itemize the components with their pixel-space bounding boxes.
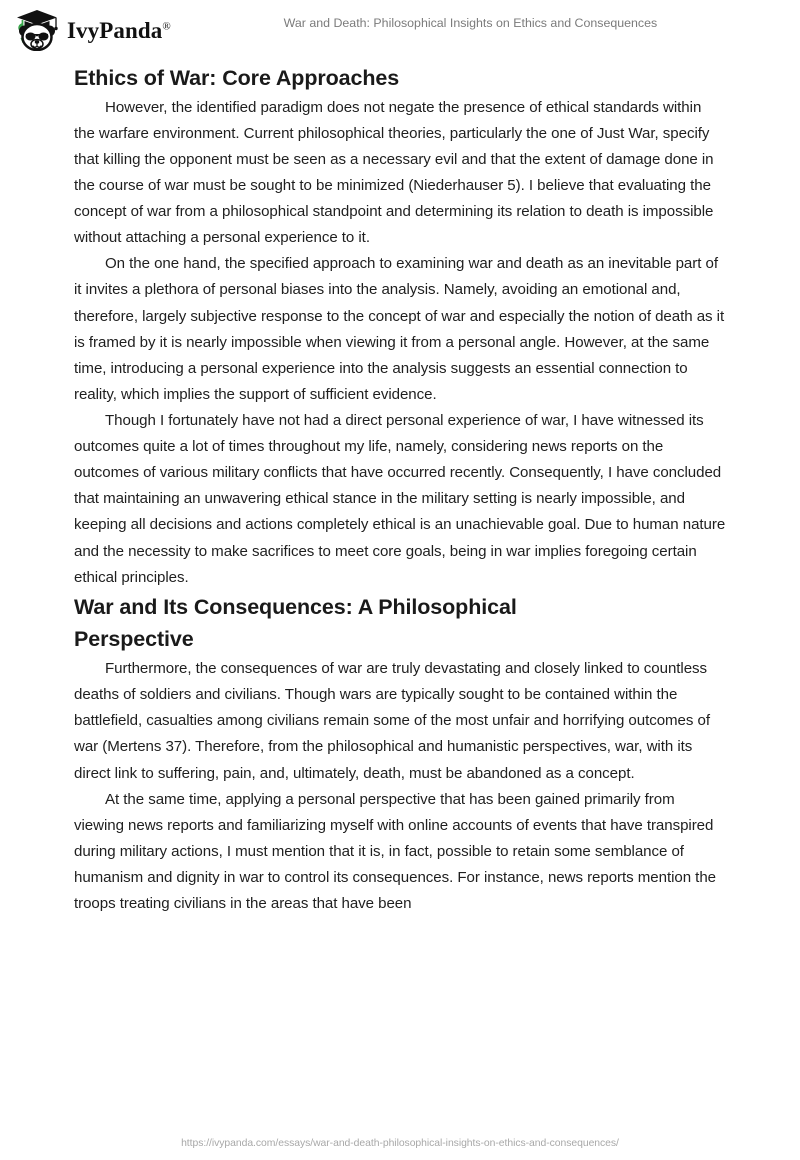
section-heading-ethics-of-war: Ethics of War: Core Approaches bbox=[74, 66, 400, 90]
paragraph: On the one hand, the specified approach to examining war and death as an inevitable part of it invites a plethora of personal biases into the analysis. Namely, avoiding an emotional and, therefore, largely subjective response to the concept of war and especially the notion of death as it is framed by it is nearly impossible when viewing it from a personal angle. However, at the same time, introducing a personal experience into the analysis suggests an essential connection to reality, which implies the support of sufficient evidence. bbox=[74, 255, 725, 403]
page-footer bbox=[0, 1133, 800, 1151]
paragraph: However, the identified paradigm does not negate the presence of ethical standards within the warfare environment. Current philosophical theories, particularly the one of Just War, specify that killing the opponent must be seen as a necessary evil and that the extent of damage done in the course of war must be sought to be minimized (Niederhauser 5). I believe that evaluating the concept of war from a philosophical standpoint and determining its relation to death is impossible without attaching a personal experience to it. bbox=[74, 98, 714, 247]
paragraph: Though I fortunately have not had a direct personal experience of war, I have witnessed its outcomes quite a lot of times throughout my life, namely, considering news reports on the outcomes of various military conflicts that have occurred recently. Consequently, I have concluded that maintaining an unwavering ethical stance in the military setting is nearly impossible, and keeping all decisions and actions completely ethical is an unachievable goal. Due to human nature and the necessity to make sacrifices to meet core goals, being in war implies foregoing certain ethical principles. bbox=[74, 411, 726, 586]
brand-logo[interactable] bbox=[14, 9, 171, 51]
page-header bbox=[0, 0, 800, 62]
source-url-link[interactable]: https://ivypanda.com/essays/war-and-death-philosophical-insights-on-ethics-and-consequences/ bbox=[181, 1138, 619, 1149]
registered-mark: ® bbox=[162, 19, 171, 32]
panda-graduate-logo-icon bbox=[14, 9, 60, 51]
paragraph: Furthermore, the consequences of war are truly devastating and closely linked to countless deaths of soldiers and civilians. Though wars are typically sought to be contained within the battlefield, casualties among civilians remain some of the most unfair and horrifying outcomes of war (Mertens 37). Therefore, from the philosophical and humanistic perspectives, war, with its direct link to suffering, pain, and, ultimately, death, must be abandoned as a concept. bbox=[74, 660, 710, 782]
document-title-header: War and Death: Philosophical Insights on Ethics and Consequences bbox=[283, 16, 658, 30]
paragraph: At the same time, applying a personal perspective that has been gained primarily from viewing news reports and familiarizing myself with online accounts of events that have transpired during military actions, I must mention that it is, in fact, possible to retain some semblance of humanism and dignity in war to control its consequences. For instance, news reports mention the troops treating civilians in the areas that have been bbox=[74, 790, 716, 913]
document-body bbox=[74, 62, 726, 917]
section-heading-war-consequences: War and Its Consequences: A Philosophical Perspective bbox=[74, 594, 517, 652]
brand-name bbox=[67, 19, 171, 42]
brand-name-text: IvyPanda bbox=[67, 17, 163, 43]
